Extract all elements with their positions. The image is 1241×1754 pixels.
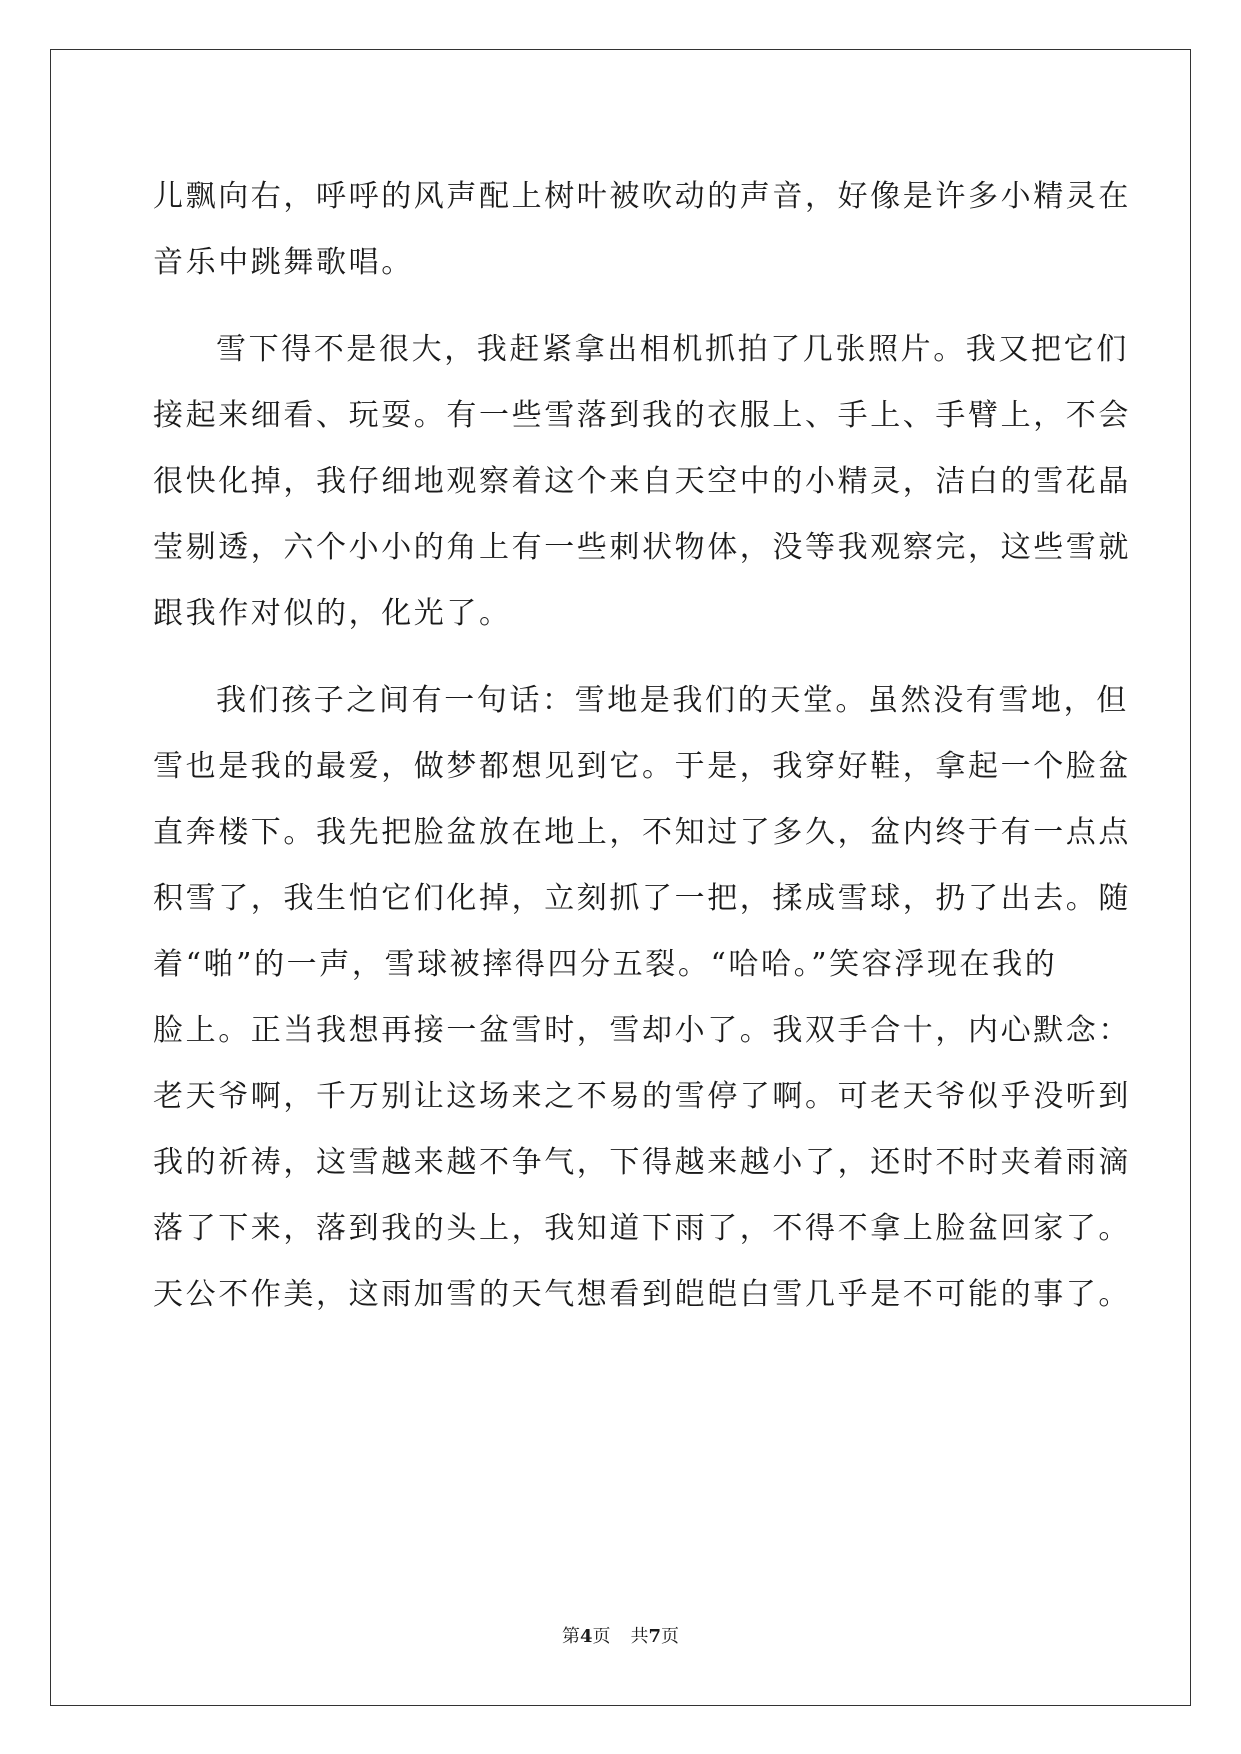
total-pages: 7 — [648, 1626, 662, 1647]
text-line: 着“啪”的一声，雪球被摔得四分五裂。“哈哈。”笑容浮现在我的 — [153, 947, 1058, 982]
page-prefix: 第 — [561, 1626, 580, 1647]
text-line: 很快化掉，我仔细地观察着这个来自天空中的小精灵，洁白的雪花晶 — [153, 464, 1131, 499]
paragraph-1 — [153, 164, 1131, 296]
paragraph-gap — [153, 647, 1098, 668]
text-line: 我们孩子之间有一句话：雪地是我们的天堂。虽然没有雪地，但 — [216, 683, 1129, 718]
page-number — [562, 1626, 611, 1647]
text-line: 我的祈祷，这雪越来越不争气，下得越来越小了，还时不时夹着雨滴 — [153, 1145, 1131, 1180]
text-line: 天公不作美，这雨加雪的天气想看到皑皑白雪几乎是不可能的事了。 — [153, 1277, 1131, 1312]
text-line: 脸上。正当我想再接一盆雪时，雪却小了。我双手合十，内心默念： — [153, 1013, 1131, 1048]
text-line: 老天爷啊，千万别让这场来之不易的雪停了啊。可老天爷似乎没听到 — [153, 1079, 1131, 1114]
paragraph-3 — [153, 668, 1131, 1328]
text-line: 儿飘向右，呼呼的风声配上树叶被吹动的声音，好像是许多小精灵在 — [153, 179, 1131, 214]
text-line: 直奔楼下。我先把脸盆放在地上，不知过了多久，盆内终于有一点点 — [153, 815, 1131, 850]
page-suffix: 页 — [592, 1626, 611, 1647]
text-line: 莹剔透，六个小小的角上有一些刺状物体，没等我观察完，这些雪就 — [153, 530, 1131, 565]
total-suffix: 页 — [661, 1626, 680, 1647]
page-total — [631, 1626, 680, 1647]
page-footer — [0, 1625, 1241, 1649]
total-prefix: 共 — [630, 1626, 649, 1647]
text-line: 雪下得不是很大，我赶紧拿出相机抓拍了几张照片。我又把它们 — [216, 332, 1129, 367]
text-line: 积雪了，我生怕它们化掉，立刻抓了一把，揉成雪球，扔了出去。随 — [153, 881, 1131, 916]
paragraph-gap — [153, 296, 1098, 317]
document-body — [153, 164, 1131, 1328]
text-line: 音乐中跳舞歌唱。 — [153, 245, 414, 280]
text-line: 跟我作对似的，化光了。 — [153, 596, 512, 631]
text-line: 雪也是我的最爱，做梦都想见到它。于是，我穿好鞋，拿起一个脸盆 — [153, 749, 1131, 784]
text-line: 接起来细看、玩耍。有一些雪落到我的衣服上、手上、手臂上，不会 — [153, 398, 1131, 433]
current-page: 4 — [579, 1626, 593, 1647]
paragraph-2 — [153, 317, 1131, 647]
text-line: 落了下来，落到我的头上，我知道下雨了，不得不拿上脸盆回家了。 — [153, 1211, 1131, 1246]
